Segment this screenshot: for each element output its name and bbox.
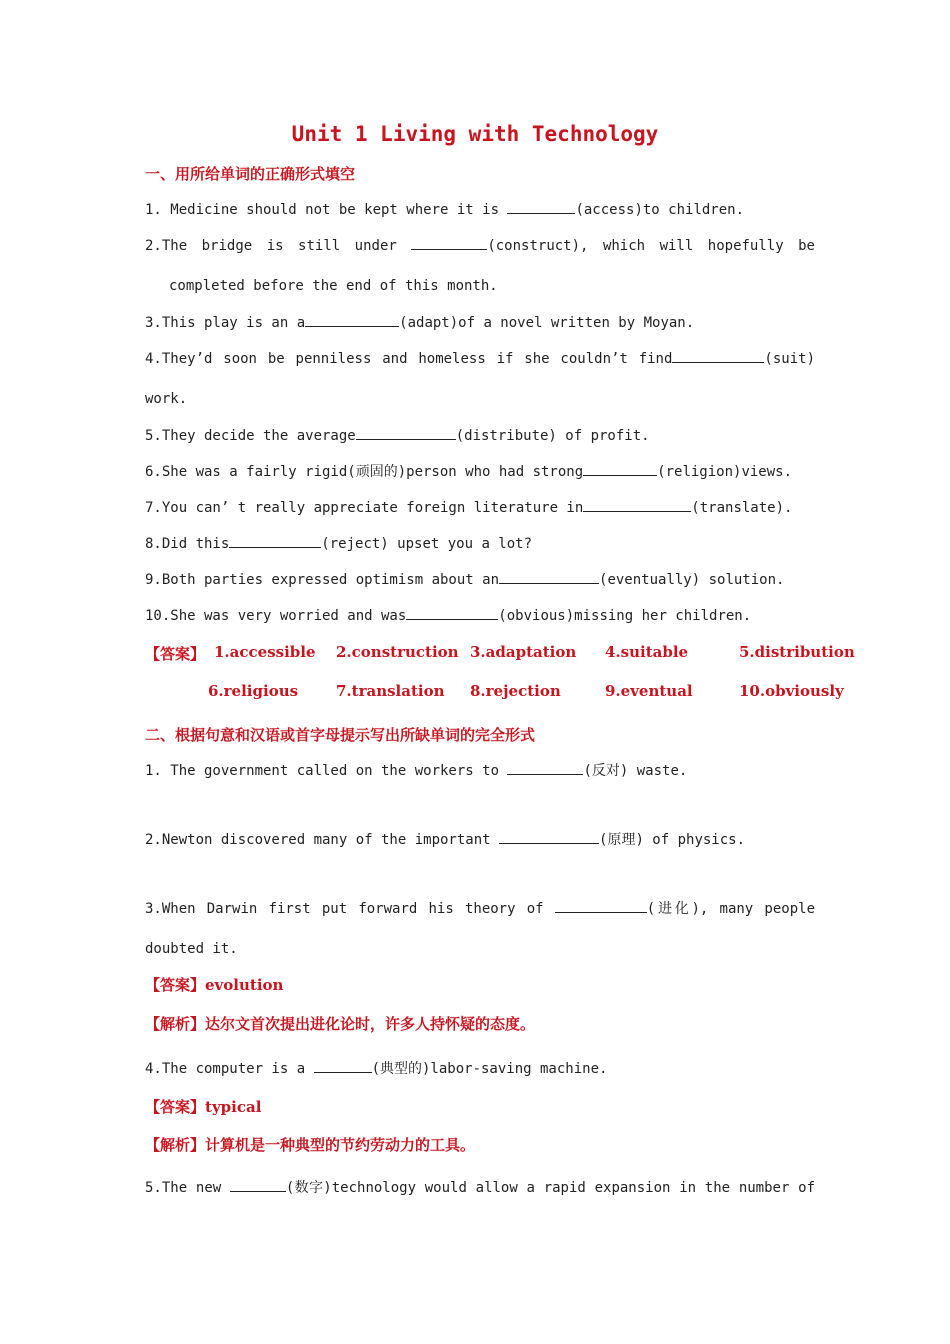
s2-question-2: 2.Newton discovered many of the important (原理) of physics. [145,829,815,850]
answer-blank[interactable] [305,312,399,327]
s1-question-3: 3.This play is an a (adapt)of a novel written by Moyan. [145,312,815,333]
answer-5: 5.distribution [739,643,855,661]
answer-label: 【答案】 [145,645,206,663]
s1-question-7: 7.You can’ t really appreciate foreign literature in (translate). [145,497,815,518]
answer-4-row: 【答案】typical [145,1098,262,1116]
answer-blank[interactable] [499,829,599,844]
answer-3: 3.adaptation [470,643,577,661]
answer-blank[interactable] [507,760,583,775]
answer-7: 7.translation [336,682,445,700]
s1-question-2: 2.The bridge is still under (construct), which will hopefully be [145,235,815,256]
answer-8: 8.rejection [470,682,561,700]
s1-question-2-cont: completed before the end of this month. [169,278,498,294]
s1-question-10: 10.She was very worried and was (obvious)missing her children. [145,605,815,626]
s2-question-5: 5.The new (数字)technology would allow a rapid expansion in the number of [145,1177,815,1198]
answer-blank[interactable] [411,235,487,250]
s1-question-6: 6.She was a fairly rigid(顽固的)person who had strong (religion)views. [145,461,815,482]
s1-question-8: 8.Did this (reject) upset you a lot? [145,533,815,554]
answer-1: 1.accessible [214,643,316,661]
answer-blank[interactable] [230,1177,286,1192]
answer-9: 9.eventual [605,682,693,700]
answer-3-row: 【答案】evolution [145,976,284,994]
s2-question-3-cont: doubted it. [145,941,238,957]
analysis-3-row: 【解析】达尔文首次提出进化论时，许多人持怀疑的态度。 [145,1015,536,1033]
answer-4: 4.suitable [605,643,689,661]
answer-blank[interactable] [583,461,657,476]
s1-question-4-cont: work. [145,391,188,407]
answer-blank[interactable] [229,533,321,548]
s2-question-3: 3.When Darwin first put forward his theory of (进化), many people [145,898,815,919]
answer-blank[interactable] [507,199,575,214]
s2-question-1: 1. The government called on the workers to (反对) waste. [145,760,815,781]
answer-blank[interactable] [499,569,599,584]
s2-question-4: 4.The computer is a (典型的)labor-saving machine. [145,1058,815,1079]
answer-blank[interactable] [356,425,456,440]
s1-question-1: 1. Medicine should not be kept where it is (access)to children. [145,199,815,220]
answer-6: 6.religious [208,682,299,700]
analysis-4-row: 【解析】计算机是一种典型的节约劳动力的工具。 [145,1136,476,1154]
s1-question-9: 9.Both parties expressed optimism about an (eventually) solution. [145,569,815,590]
section2-heading: 二、根据句意和汉语或首字母提示写出所缺单词的完全形式 [145,726,536,744]
answer-blank[interactable] [406,605,498,620]
answer-blank[interactable] [583,497,691,512]
answer-blank[interactable] [555,898,647,913]
page-title: Unit 1 Living with Technology [291,122,659,146]
section1-heading: 一、用所给单词的正确形式填空 [145,165,356,183]
answer-blank[interactable] [314,1058,372,1073]
answer-2: 2.construction [336,643,459,661]
s1-question-4: 4.They’d soon be penniless and homeless if she couldn’t find (suit) [145,348,815,369]
answer-blank[interactable] [672,348,764,363]
s1-question-5: 5.They decide the average (distribute) of profit. [145,425,815,446]
answer-10: 10.obviously [739,682,844,700]
